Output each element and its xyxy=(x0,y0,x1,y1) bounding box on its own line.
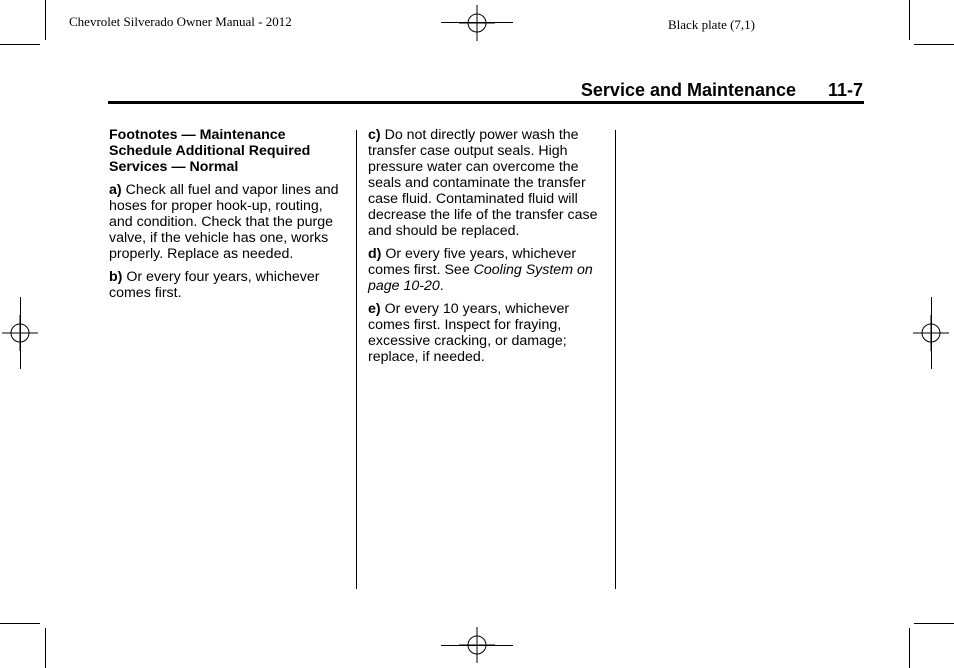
footnote-text: Or every five years, whichever comes first. See xyxy=(368,246,577,278)
footnote-a xyxy=(109,182,341,262)
footnote-label: e) xyxy=(368,301,381,317)
crop-mark xyxy=(0,44,40,45)
footnote-label: c) xyxy=(368,127,381,143)
slug-left: Chevrolet Silverado Owner Manual - 2012 xyxy=(69,14,292,29)
slug-right: Black plate (7,1) xyxy=(668,17,755,32)
section-heading: Footnotes — Maintenance Schedule Additional Required Services — Normal xyxy=(109,127,311,175)
crop-mark xyxy=(0,623,40,624)
column-1 xyxy=(109,127,341,308)
crop-mark xyxy=(20,297,21,369)
crop-mark xyxy=(914,44,954,45)
footnote-text: Or every 10 years, whichever comes first. Inspect for fraying, excessive cracking, or damage; replace, if needed. xyxy=(368,301,570,365)
registration-mark-icon xyxy=(459,5,495,41)
column-2 xyxy=(368,127,606,372)
cross-reference-link[interactable]: Cooling System on page 10-20 xyxy=(368,262,593,294)
crop-mark xyxy=(909,628,910,668)
page-header-title: Service and Maintenance xyxy=(580,80,796,100)
crop-mark xyxy=(45,628,46,668)
footnote-label: d) xyxy=(368,246,382,262)
footnote-label: a) xyxy=(109,182,122,198)
crop-mark xyxy=(441,22,513,23)
crop-mark xyxy=(441,645,513,646)
column-divider xyxy=(356,130,357,589)
crop-mark xyxy=(909,0,910,40)
header-rule xyxy=(108,101,864,104)
footnote-b xyxy=(109,269,341,301)
page-number: 11-7 xyxy=(828,80,864,100)
footnote-label: b) xyxy=(109,269,123,285)
crop-mark xyxy=(931,297,932,369)
crop-mark xyxy=(914,623,954,624)
column-divider xyxy=(615,130,616,589)
footnote-text: Check all fuel and vapor lines and hoses for proper hook-up, routing, and condition. Check that the purge valve, if the vehicle has one, works properly. Replace as needed. xyxy=(109,182,339,262)
footnote-text-end: . xyxy=(439,278,444,294)
footnote-d xyxy=(368,246,606,294)
footnote-e xyxy=(368,301,606,365)
footnote-text: Do not directly power wash the transfer case output seals. High pressure water can overcome the seals and contaminate the transfer case fluid. Contaminated fluid will decrease the life of the transfer case and should be replaced. xyxy=(368,127,598,239)
footnote-c xyxy=(368,127,606,239)
crop-mark xyxy=(45,0,46,40)
footnote-text: Or every four years, whichever comes first. xyxy=(109,269,320,301)
